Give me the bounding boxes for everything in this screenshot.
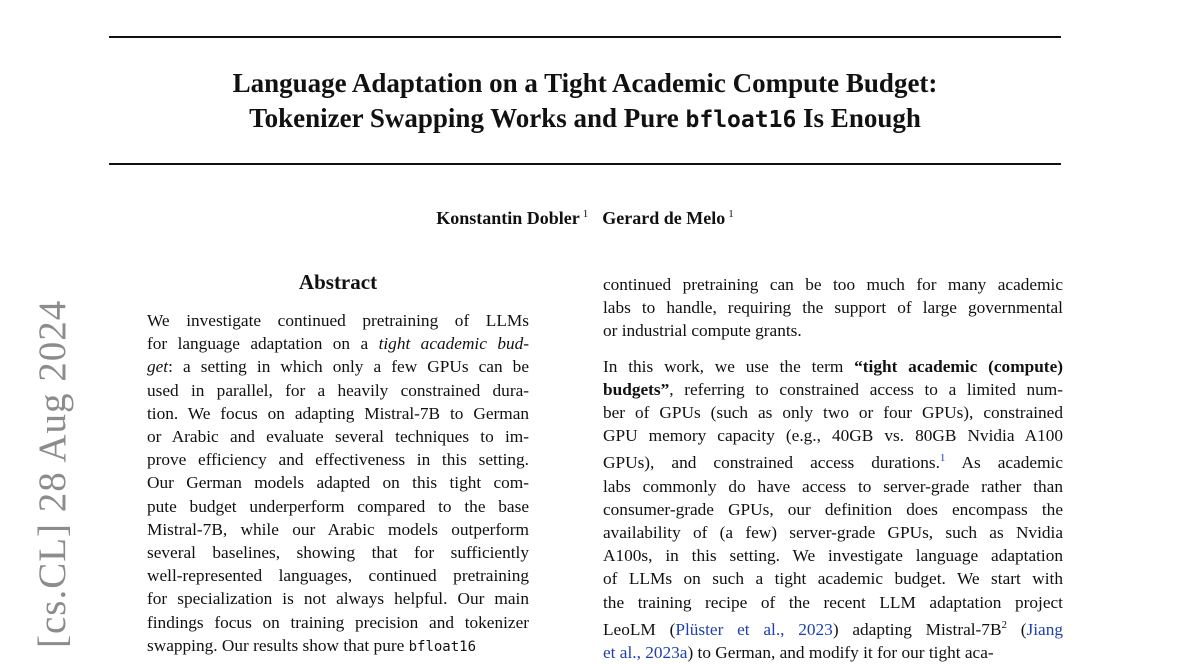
abstract-heading: Abstract [298, 270, 378, 294]
abstract-line: Our German models adapted on this tight com- [147, 473, 529, 493]
body-line: A100s, in this setting. We investigate language adaptation [603, 546, 1063, 566]
title-top-rule [109, 36, 1061, 38]
abstract-line: pute budget underperform compared to the base [147, 496, 529, 516]
body-line: the training recipe of the recent LLM adaptation project [603, 592, 1063, 612]
arxiv-side-stamp: [cs.CL] 28 Aug 2024 [31, 299, 74, 648]
title-code-bfloat16: bfloat16 [685, 107, 797, 133]
abstract-line: prove efficiency and effectiveness in this setting. [147, 450, 529, 470]
footnote-link-1[interactable]: 1 [939, 452, 946, 465]
body-line: GPUs), and constrained access durations.$^1$ As academic [603, 452, 1063, 473]
title-line-2: Tokenizer Swapping Works and Pure bfloat16 Is Enough [249, 103, 921, 133]
body-line: availability of (a few) server-grade GPUs, such as Nvidia [603, 523, 1063, 543]
body-line: of LLMs on such a tight academic budget. We start with [603, 569, 1063, 589]
author-affiliation-mark: 1 [582, 208, 589, 220]
intro-text-column [603, 273, 1063, 664]
body-line: or industrial compute grants. [603, 321, 802, 341]
abstract-line: several baselines, showing that for sufficiently [147, 543, 529, 563]
body-line: et al., 2023a) to German, and modify it for our tight aca- [603, 643, 994, 663]
author-name: Konstantin Dobler [436, 208, 580, 228]
abstract-line: get: a setting in which only a few GPUs can be [147, 357, 529, 377]
abstract-line: Mistral-7B, while our Arabic models outperform [147, 519, 529, 539]
abstract-line: findings focus on training precision and tokenizer [147, 612, 529, 632]
body-line: ber of GPUs (such as only two or four GPUs), constrained [603, 403, 1063, 423]
abstract-line: or Arabic and evaluate several techniques to im- [147, 427, 529, 447]
abstract-line: tion. We focus on adapting Mistral-7B to German [147, 403, 529, 423]
abstract-line: for specialization is not always helpful. Our main [147, 589, 529, 609]
author-name: Gerard de Melo [602, 208, 726, 228]
abstract-section [147, 270, 529, 659]
title-line-1: Language Adaptation on a Tight Academic Compute Budget: [232, 68, 938, 98]
footnote-mark-2[interactable]: 2 [1001, 618, 1007, 631]
body-line: In this work, we use the term “tight academic (compute) [603, 356, 1063, 376]
abstract-line: swapping. Our results show that pure bfloat16 [147, 635, 477, 655]
abstract-line: used in parallel, for a heavily constrained dura- [147, 380, 529, 400]
body-line: LeoLM (Plüster et al., 2023) adapting Mistral-7B$^2$ (Jiang [603, 618, 1063, 639]
title-bottom-rule [109, 163, 1061, 165]
citation-link-pluster[interactable]: Plüster et al., 2023 [675, 619, 833, 639]
body-line: continued pretraining can be too much for many academic [603, 275, 1063, 294]
body-line: GPU memory capacity (e.g., 40GB vs. 80GB Nvidia A100 [603, 426, 1063, 446]
citation-link-jiang[interactable]: Jiang [1026, 619, 1063, 639]
citation-link-jiang-cont[interactable]: et al., 2023a [603, 643, 688, 663]
body-line: budgets”, referring to constrained access to a limited num- [603, 379, 1063, 399]
author-list [109, 208, 1061, 229]
abstract-line: We investigate continued pretraining of LLMs [147, 311, 529, 330]
abstract-line: well-represented languages, continued pretraining [147, 566, 529, 586]
author-affiliation-mark: 1 [728, 208, 734, 220]
body-line: consumer-grade GPUs, our definition does encompass the [603, 499, 1063, 519]
body-line: labs commonly do have access to server-grade rather than [603, 476, 1063, 496]
paper-title [109, 66, 1061, 138]
body-line: labs to handle, requiring the support of large governmental [603, 298, 1063, 318]
abstract-line: for language adaptation on a tight academic bud- [147, 334, 529, 354]
